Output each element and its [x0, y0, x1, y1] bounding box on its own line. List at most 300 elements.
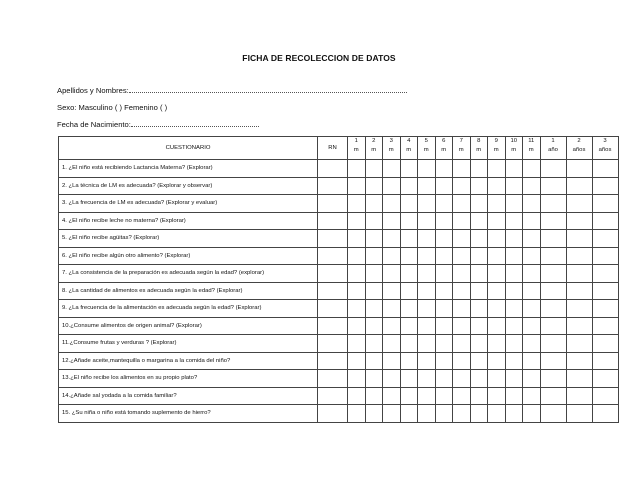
- answer-cell[interactable]: [470, 405, 488, 423]
- answer-cell[interactable]: [365, 212, 383, 230]
- age-column-header: [523, 137, 541, 160]
- answer-cell[interactable]: [592, 160, 618, 178]
- answer-cell[interactable]: [488, 265, 506, 283]
- rn-cell[interactable]: [318, 387, 348, 405]
- answer-cell[interactable]: [400, 352, 418, 370]
- age-column-header: [566, 137, 592, 160]
- answer-cell[interactable]: [592, 387, 618, 405]
- answer-cell[interactable]: [566, 247, 592, 265]
- answer-cell[interactable]: [418, 282, 436, 300]
- answer-cell[interactable]: [418, 317, 436, 335]
- answer-cell[interactable]: [566, 230, 592, 248]
- answer-cell[interactable]: [470, 177, 488, 195]
- answer-cell[interactable]: [365, 300, 383, 318]
- question-text: 10.¿Consume alimentos de origen animal? (Explorar): [59, 317, 318, 335]
- answer-cell[interactable]: [488, 230, 506, 248]
- age-column-number: 7: [459, 138, 463, 144]
- answer-cell[interactable]: [470, 212, 488, 230]
- answer-cell[interactable]: [488, 247, 506, 265]
- answer-cell[interactable]: [523, 387, 541, 405]
- question-row: [59, 335, 619, 353]
- question-row: [59, 405, 619, 423]
- answer-cell[interactable]: [383, 265, 401, 283]
- answer-cell[interactable]: [453, 405, 471, 423]
- answer-cell[interactable]: [470, 387, 488, 405]
- answer-cell[interactable]: [348, 405, 366, 423]
- apellidos-field: [57, 86, 407, 95]
- answer-cell[interactable]: [566, 195, 592, 213]
- age-column-unit: m: [423, 147, 429, 153]
- answer-cell[interactable]: [505, 265, 523, 283]
- age-column-unit: m: [476, 147, 482, 153]
- answer-cell[interactable]: [400, 212, 418, 230]
- age-column-header: [592, 137, 618, 160]
- rn-cell[interactable]: [318, 195, 348, 213]
- answer-cell[interactable]: [365, 160, 383, 178]
- answer-cell[interactable]: [540, 405, 566, 423]
- answer-cell[interactable]: [592, 212, 618, 230]
- rn-cell[interactable]: [318, 317, 348, 335]
- answer-cell[interactable]: [505, 387, 523, 405]
- age-column-number: 3: [389, 138, 393, 144]
- answer-cell[interactable]: [365, 177, 383, 195]
- answer-cell[interactable]: [383, 335, 401, 353]
- answer-cell[interactable]: [488, 335, 506, 353]
- answer-cell[interactable]: [418, 212, 436, 230]
- rn-cell[interactable]: [318, 370, 348, 388]
- question-text: 2. ¿La técnica de LM es adecuada? (Explorar y observar): [59, 177, 318, 195]
- question-row: [59, 317, 619, 335]
- answer-cell[interactable]: [365, 230, 383, 248]
- answer-cell[interactable]: [523, 212, 541, 230]
- answer-cell[interactable]: [488, 352, 506, 370]
- rn-header: RN: [318, 137, 348, 160]
- answer-cell[interactable]: [400, 247, 418, 265]
- answer-cell[interactable]: [435, 177, 453, 195]
- age-column-unit: año: [548, 147, 558, 153]
- answer-cell[interactable]: [383, 177, 401, 195]
- answer-cell[interactable]: [540, 177, 566, 195]
- answer-cell[interactable]: [348, 247, 366, 265]
- answer-cell[interactable]: [592, 230, 618, 248]
- answer-cell[interactable]: [348, 282, 366, 300]
- question-row: [59, 177, 619, 195]
- question-text: 12.¿Añade aceite,mantequilla o margarina a la comida del niño?: [59, 352, 318, 370]
- age-column-number: 5: [424, 138, 428, 144]
- answer-cell[interactable]: [505, 370, 523, 388]
- age-column-header: [540, 137, 566, 160]
- rn-cell[interactable]: [318, 405, 348, 423]
- rn-cell[interactable]: [318, 352, 348, 370]
- answer-cell[interactable]: [488, 195, 506, 213]
- question-text: 9. ¿La frecuencia de la alimentación es adecuada según la edad? (Explorar): [59, 300, 318, 318]
- answer-cell[interactable]: [348, 177, 366, 195]
- answer-cell[interactable]: [566, 282, 592, 300]
- answer-cell[interactable]: [523, 317, 541, 335]
- answer-cell[interactable]: [540, 212, 566, 230]
- answer-cell[interactable]: [488, 387, 506, 405]
- answer-cell[interactable]: [523, 177, 541, 195]
- question-text: 15. ¿Su niña o niño está tomando suplemento de hierro?: [59, 405, 318, 423]
- answer-cell[interactable]: [488, 160, 506, 178]
- age-column-number: 8: [477, 138, 481, 144]
- answer-cell[interactable]: [383, 247, 401, 265]
- answer-cell[interactable]: [400, 370, 418, 388]
- answer-cell[interactable]: [348, 370, 366, 388]
- question-row: [59, 352, 619, 370]
- question-row: [59, 387, 619, 405]
- question-row: [59, 160, 619, 178]
- answer-cell[interactable]: [540, 352, 566, 370]
- answer-cell[interactable]: [470, 160, 488, 178]
- answer-cell[interactable]: [348, 160, 366, 178]
- age-column-unit: años: [598, 147, 612, 153]
- answer-cell[interactable]: [365, 247, 383, 265]
- answer-cell[interactable]: [383, 212, 401, 230]
- answer-cell[interactable]: [383, 230, 401, 248]
- answer-cell[interactable]: [470, 317, 488, 335]
- answer-cell[interactable]: [418, 195, 436, 213]
- age-column-header: [418, 137, 436, 160]
- question-row: [59, 212, 619, 230]
- apellidos-blank: [129, 86, 407, 93]
- answer-cell[interactable]: [592, 352, 618, 370]
- answer-cell[interactable]: [365, 352, 383, 370]
- answer-cell[interactable]: [592, 177, 618, 195]
- answer-cell[interactable]: [435, 335, 453, 353]
- question-text: 7. ¿La consistencia de la preparación es adecuada según la edad? (explorar): [59, 265, 318, 283]
- answer-cell[interactable]: [453, 195, 471, 213]
- answer-cell[interactable]: [505, 282, 523, 300]
- answer-cell[interactable]: [592, 247, 618, 265]
- age-column-number: 6: [442, 138, 446, 144]
- answer-cell[interactable]: [418, 370, 436, 388]
- answer-cell[interactable]: [365, 387, 383, 405]
- answer-cell[interactable]: [435, 387, 453, 405]
- answer-cell[interactable]: [453, 160, 471, 178]
- answer-cell[interactable]: [348, 212, 366, 230]
- answer-cell[interactable]: [488, 212, 506, 230]
- answer-cell[interactable]: [488, 317, 506, 335]
- answer-cell[interactable]: [418, 405, 436, 423]
- answer-cell[interactable]: [453, 247, 471, 265]
- answer-cell[interactable]: [592, 335, 618, 353]
- answer-cell[interactable]: [400, 177, 418, 195]
- answer-cell[interactable]: [348, 195, 366, 213]
- answer-cell[interactable]: [540, 387, 566, 405]
- age-column-unit: m: [493, 147, 499, 153]
- answer-cell[interactable]: [505, 352, 523, 370]
- answer-cell[interactable]: [592, 317, 618, 335]
- answer-cell[interactable]: [505, 212, 523, 230]
- header-row: [59, 137, 619, 160]
- answer-cell[interactable]: [418, 230, 436, 248]
- sexo-field: [57, 103, 167, 112]
- answer-cell[interactable]: [348, 230, 366, 248]
- age-column-unit: m: [458, 147, 464, 153]
- answer-cell[interactable]: [566, 265, 592, 283]
- answer-cell[interactable]: [453, 300, 471, 318]
- answer-cell[interactable]: [523, 247, 541, 265]
- answer-cell[interactable]: [540, 230, 566, 248]
- answer-cell[interactable]: [418, 335, 436, 353]
- answer-cell[interactable]: [435, 160, 453, 178]
- answer-cell[interactable]: [435, 317, 453, 335]
- answer-cell[interactable]: [453, 370, 471, 388]
- answer-cell[interactable]: [453, 212, 471, 230]
- rn-cell[interactable]: [318, 300, 348, 318]
- answer-cell[interactable]: [523, 282, 541, 300]
- answer-cell[interactable]: [383, 352, 401, 370]
- answer-cell[interactable]: [400, 335, 418, 353]
- answer-cell[interactable]: [435, 282, 453, 300]
- answer-cell[interactable]: [453, 352, 471, 370]
- answer-cell[interactable]: [348, 387, 366, 405]
- answer-cell[interactable]: [383, 282, 401, 300]
- age-column-header: [365, 137, 383, 160]
- age-column-unit: m: [406, 147, 412, 153]
- answer-cell[interactable]: [523, 195, 541, 213]
- answer-cell[interactable]: [540, 265, 566, 283]
- answer-cell[interactable]: [400, 282, 418, 300]
- answer-cell[interactable]: [488, 177, 506, 195]
- answer-cell[interactable]: [435, 230, 453, 248]
- question-row: [59, 230, 619, 248]
- answer-cell[interactable]: [418, 352, 436, 370]
- answer-cell[interactable]: [365, 265, 383, 283]
- answer-cell[interactable]: [540, 370, 566, 388]
- answer-cell[interactable]: [505, 317, 523, 335]
- answer-cell[interactable]: [383, 195, 401, 213]
- age-column-number: 9: [494, 138, 498, 144]
- answer-cell[interactable]: [470, 300, 488, 318]
- question-row: [59, 300, 619, 318]
- rn-cell[interactable]: [318, 265, 348, 283]
- question-text: 11.¿Consume frutas y verduras ? (Explorar): [59, 335, 318, 353]
- answer-cell[interactable]: [470, 230, 488, 248]
- answer-cell[interactable]: [592, 405, 618, 423]
- answer-cell[interactable]: [566, 177, 592, 195]
- answer-cell[interactable]: [540, 300, 566, 318]
- answer-cell[interactable]: [400, 195, 418, 213]
- answer-cell[interactable]: [435, 265, 453, 283]
- answer-cell[interactable]: [400, 300, 418, 318]
- answer-cell[interactable]: [470, 352, 488, 370]
- question-row: [59, 282, 619, 300]
- answer-cell[interactable]: [505, 405, 523, 423]
- answer-cell[interactable]: [400, 230, 418, 248]
- fecha-label: Fecha de Nacimiento:: [57, 120, 131, 129]
- answer-cell[interactable]: [435, 405, 453, 423]
- answer-cell[interactable]: [540, 317, 566, 335]
- answer-cell[interactable]: [592, 282, 618, 300]
- answer-cell[interactable]: [435, 212, 453, 230]
- answer-cell[interactable]: [540, 160, 566, 178]
- answer-cell[interactable]: [523, 230, 541, 248]
- answer-cell[interactable]: [540, 282, 566, 300]
- answer-cell[interactable]: [383, 160, 401, 178]
- answer-cell[interactable]: [523, 300, 541, 318]
- age-column-header: [435, 137, 453, 160]
- answer-cell[interactable]: [383, 370, 401, 388]
- answer-cell[interactable]: [453, 282, 471, 300]
- age-column-header: [453, 137, 471, 160]
- question-text: 8. ¿La cantidad de alimentos es adecuada según la edad? (Explorar): [59, 282, 318, 300]
- answer-cell[interactable]: [418, 177, 436, 195]
- answer-cell[interactable]: [566, 405, 592, 423]
- answer-cell[interactable]: [365, 370, 383, 388]
- answer-cell[interactable]: [400, 387, 418, 405]
- answer-cell[interactable]: [418, 300, 436, 318]
- answer-cell[interactable]: [400, 405, 418, 423]
- answer-cell[interactable]: [453, 335, 471, 353]
- answer-cell[interactable]: [435, 300, 453, 318]
- question-text: 4. ¿El niño recibe leche no materna? (Explorar): [59, 212, 318, 230]
- answer-cell[interactable]: [505, 300, 523, 318]
- answer-cell[interactable]: [523, 405, 541, 423]
- answer-cell[interactable]: [488, 370, 506, 388]
- answer-cell[interactable]: [566, 335, 592, 353]
- rn-cell[interactable]: [318, 160, 348, 178]
- answer-cell[interactable]: [435, 352, 453, 370]
- apellidos-label: Apellidos y Nombres:: [57, 86, 129, 95]
- age-column-number: 4: [407, 138, 411, 144]
- answer-cell[interactable]: [470, 370, 488, 388]
- answer-cell[interactable]: [523, 352, 541, 370]
- rn-cell[interactable]: [318, 335, 348, 353]
- fecha-field: [57, 120, 259, 129]
- answer-cell[interactable]: [453, 177, 471, 195]
- answer-cell[interactable]: [418, 387, 436, 405]
- answer-cell[interactable]: [453, 317, 471, 335]
- answer-cell[interactable]: [383, 387, 401, 405]
- age-column-number: 1: [354, 138, 358, 144]
- answer-cell[interactable]: [592, 265, 618, 283]
- answer-cell[interactable]: [566, 317, 592, 335]
- answer-cell[interactable]: [505, 335, 523, 353]
- answer-cell[interactable]: [523, 370, 541, 388]
- age-column-unit: m: [528, 147, 534, 153]
- answer-cell[interactable]: [453, 230, 471, 248]
- answer-cell[interactable]: [488, 405, 506, 423]
- rn-cell[interactable]: [318, 177, 348, 195]
- question-row: [59, 247, 619, 265]
- answer-cell[interactable]: [418, 265, 436, 283]
- age-column-header: [488, 137, 506, 160]
- answer-cell[interactable]: [488, 300, 506, 318]
- answer-cell[interactable]: [592, 370, 618, 388]
- answer-cell[interactable]: [365, 405, 383, 423]
- answer-cell[interactable]: [400, 160, 418, 178]
- answer-cell[interactable]: [505, 247, 523, 265]
- answer-cell[interactable]: [566, 300, 592, 318]
- cuestionario-header: CUESTIONARIO: [59, 137, 318, 160]
- answer-cell[interactable]: [435, 370, 453, 388]
- rn-cell[interactable]: [318, 230, 348, 248]
- answer-cell[interactable]: [348, 335, 366, 353]
- answer-cell[interactable]: [505, 230, 523, 248]
- answer-cell[interactable]: [470, 282, 488, 300]
- rn-cell[interactable]: [318, 212, 348, 230]
- answer-cell[interactable]: [523, 265, 541, 283]
- answer-cell[interactable]: [418, 160, 436, 178]
- rn-cell[interactable]: [318, 282, 348, 300]
- answer-cell[interactable]: [365, 282, 383, 300]
- answer-cell[interactable]: [453, 387, 471, 405]
- age-column-header: [470, 137, 488, 160]
- age-column-unit: años: [572, 147, 586, 153]
- answer-cell[interactable]: [348, 300, 366, 318]
- age-column-number: 2: [372, 138, 376, 144]
- answer-cell[interactable]: [566, 160, 592, 178]
- answer-cell[interactable]: [365, 195, 383, 213]
- fecha-blank: [131, 120, 259, 127]
- answer-cell[interactable]: [505, 160, 523, 178]
- answer-cell[interactable]: [505, 177, 523, 195]
- answer-cell[interactable]: [400, 317, 418, 335]
- question-row: [59, 195, 619, 213]
- age-column-number: 1: [551, 138, 555, 144]
- question-text: 1. ¿El niño está recibiendo Lactancia Materna? (Explorar): [59, 160, 318, 178]
- answer-cell[interactable]: [470, 265, 488, 283]
- age-column-number: 3: [603, 138, 607, 144]
- age-column-header: [505, 137, 523, 160]
- age-column-header: [348, 137, 366, 160]
- question-text: 3. ¿La frecuencia de LM es adecuada? (Explorar y evaluar): [59, 195, 318, 213]
- answer-cell[interactable]: [365, 317, 383, 335]
- question-text: 5. ¿El niño recibe agüitas? (Explorar): [59, 230, 318, 248]
- answer-cell[interactable]: [592, 300, 618, 318]
- answer-cell[interactable]: [400, 265, 418, 283]
- answer-cell[interactable]: [523, 335, 541, 353]
- answer-cell[interactable]: [470, 335, 488, 353]
- question-text: 6. ¿El niño recibe algún otro alimento? (Explorar): [59, 247, 318, 265]
- rn-cell[interactable]: [318, 247, 348, 265]
- age-column-number: 11: [528, 138, 535, 144]
- answer-cell[interactable]: [418, 247, 436, 265]
- answer-cell[interactable]: [383, 300, 401, 318]
- answer-cell[interactable]: [453, 265, 471, 283]
- answer-cell[interactable]: [383, 317, 401, 335]
- answer-cell[interactable]: [488, 282, 506, 300]
- answer-cell[interactable]: [365, 335, 383, 353]
- answer-cell[interactable]: [540, 247, 566, 265]
- answer-cell[interactable]: [523, 160, 541, 178]
- question-row: [59, 265, 619, 283]
- answer-cell[interactable]: [383, 405, 401, 423]
- answer-cell[interactable]: [348, 352, 366, 370]
- question-text: 14.¿Añade sal yodada a la comida familiar?: [59, 387, 318, 405]
- age-column-number: 10: [510, 138, 518, 144]
- questionnaire-table: [58, 136, 619, 423]
- answer-cell[interactable]: [470, 247, 488, 265]
- answer-cell[interactable]: [435, 247, 453, 265]
- answer-cell[interactable]: [348, 317, 366, 335]
- answer-cell[interactable]: [540, 195, 566, 213]
- answer-cell[interactable]: [470, 195, 488, 213]
- answer-cell[interactable]: [566, 370, 592, 388]
- answer-cell[interactable]: [566, 212, 592, 230]
- age-column-unit: m: [371, 147, 377, 153]
- answer-cell[interactable]: [505, 195, 523, 213]
- answer-cell[interactable]: [540, 335, 566, 353]
- answer-cell[interactable]: [592, 195, 618, 213]
- answer-cell[interactable]: [435, 195, 453, 213]
- question-text: 13.¿El niño recibe los alimentos en su propio plato?: [59, 370, 318, 388]
- answer-cell[interactable]: [566, 352, 592, 370]
- answer-cell[interactable]: [348, 265, 366, 283]
- answer-cell[interactable]: [566, 387, 592, 405]
